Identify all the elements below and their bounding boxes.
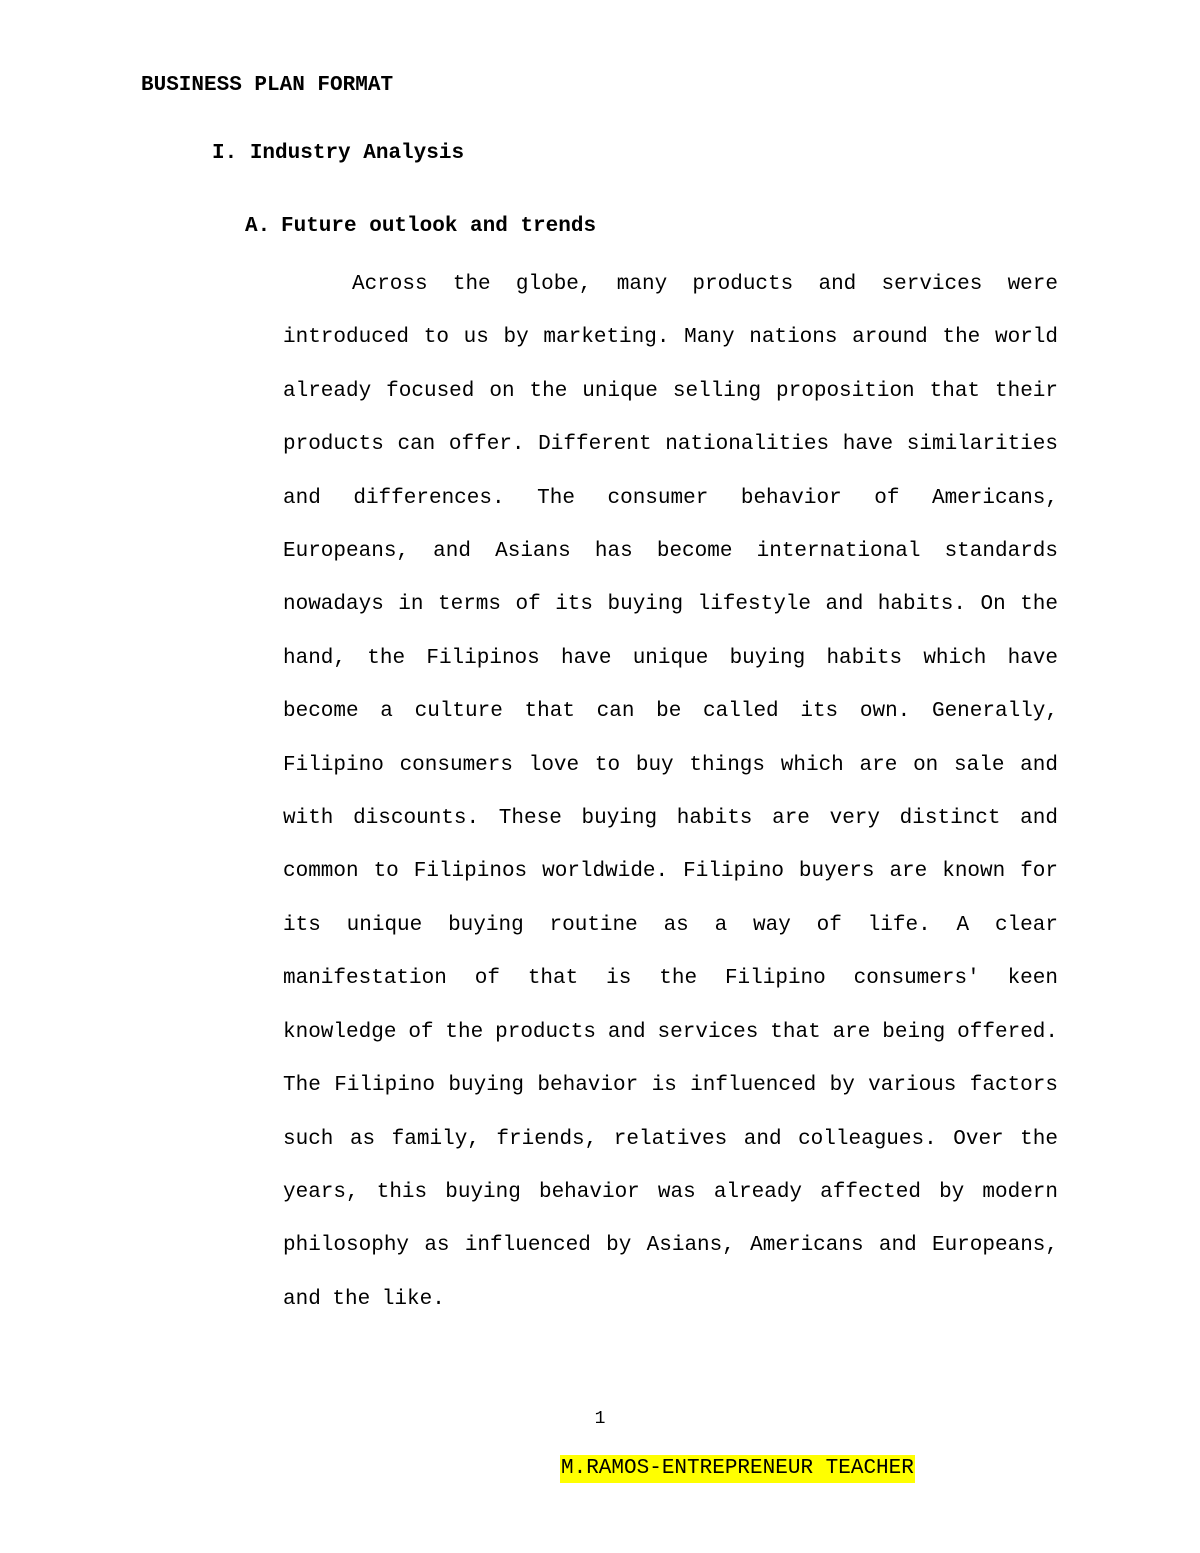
document-title: BUSINESS PLAN FORMAT — [141, 74, 394, 97]
body-paragraph: Across the globe, many products and services were introduced to us by marketing. Many nations around the world already focused on the unique selling proposition that their products can offer. Different nationalities have similarities and differences. The consumer behavior of Americans, Europeans, and Asians has become international standards nowadays in terms of its buying lifestyle and habits. On the hand, the Filipinos have unique buying habits which have become a culture that can be called its own. Generally, Filipino consumers love to buy things which are on sale and with discounts. These buying habits are very distinct and common to Filipinos worldwide. Filipino buyers are known for its unique buying routine as a way of life. A clear manifestation of that is the Filipino consumers' keen knowledge of the products and services that are being offered. The Filipino buying behavior is influenced by various factors such as family, friends, relatives and colleagues. Over the years, this buying behavior was already affected by modern philosophy as influenced by Asians, Americans and Europeans, and the like. — [283, 273, 1058, 1311]
section-title: Industry Analysis — [249, 142, 465, 165]
subsection-title: Future outlook and trends — [281, 215, 597, 238]
subsection-heading — [245, 211, 596, 243]
page-number: 1 — [594, 1409, 606, 1429]
footer-credit: M.RAMOS-ENTREPRENEUR TEACHER — [560, 1455, 915, 1483]
subsection-marker: A. — [245, 215, 271, 238]
section-heading — [212, 138, 464, 170]
section-number: I. — [212, 142, 238, 165]
